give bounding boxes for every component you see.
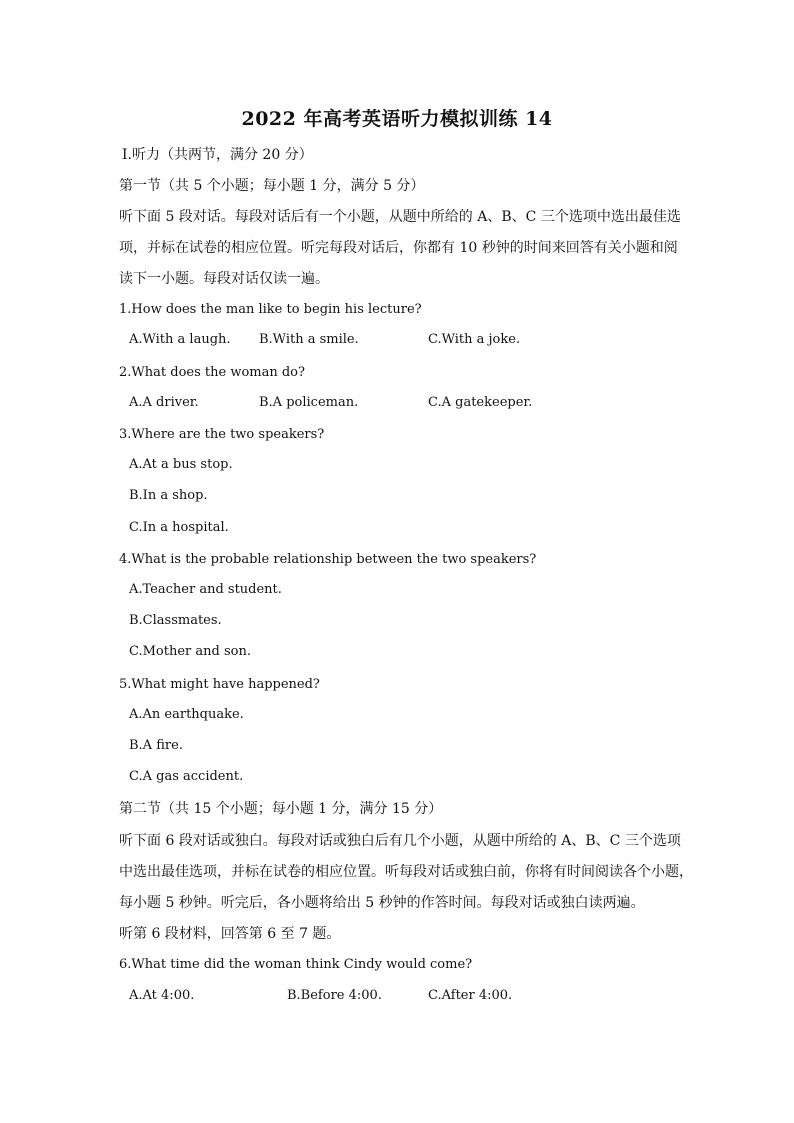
section1-intro-line: 听下面 5 段对话。每段对话后有一个小题，从题中所给的 A、B、C 三个选项中选出最佳选 xyxy=(119,209,681,225)
section2-intro-line: 每小题 5 秒钟。听完后，各小题将给出 5 秒钟的作答时间。每段对话或独白读两遍。 xyxy=(119,895,645,911)
part-heading: Ⅰ.听力（共两节，满分 20 分） xyxy=(122,147,313,163)
q3-option-b: B.In a shop. xyxy=(129,488,208,503)
question-1: 1.How does the man like to begin his lecture? xyxy=(119,302,422,317)
q3-option-c: C.In a hospital. xyxy=(129,520,229,535)
q5-option-b: B.A fire. xyxy=(129,738,183,753)
question-4: 4.What is the probable relationship between the two speakers? xyxy=(119,552,537,567)
q6-option-a: A.At 4:00. xyxy=(129,988,195,1003)
q2-option-b: B.A policeman. xyxy=(259,395,359,410)
question-5: 5.What might have happened? xyxy=(119,677,320,692)
question-6: 6.What time did the woman think Cindy would come? xyxy=(119,957,473,972)
q4-option-a: A.Teacher and student. xyxy=(129,582,282,597)
q5-option-a: A.An earthquake. xyxy=(129,707,244,722)
q4-option-c: C.Mother and son. xyxy=(129,644,251,659)
material-instruction: 听第 6 段材料，回答第 6 至 7 题。 xyxy=(119,926,341,942)
section2-intro-line: 听下面 6 段对话或独白。每段对话或独白后有几个小题，从题中所给的 A、B、C 三个选项 xyxy=(119,833,681,849)
q1-option-c: C.With a joke. xyxy=(428,332,521,347)
section2-intro-line: 中选出最佳选项，并标在试卷的相应位置。听每段对话或独白前，你将有时间阅读各个小题， xyxy=(119,864,693,880)
q6-option-c: C.After 4:00. xyxy=(428,988,513,1003)
section1-intro-line: 项，并标在试卷的相应位置。听完每段对话后，你都有 10 秒钟的时间来回答有关小题和阅 xyxy=(119,240,678,256)
q1-option-b: B.With a smile. xyxy=(259,332,359,347)
question-2: 2.What does the woman do? xyxy=(119,365,305,380)
q2-option-c: C.A gatekeeper. xyxy=(428,395,533,410)
section1-heading: 第一节（共 5 个小题；每小题 1 分，满分 5 分） xyxy=(119,178,425,194)
q6-option-b: B.Before 4:00. xyxy=(287,988,382,1003)
q3-option-a: A.At a bus stop. xyxy=(129,457,233,472)
q1-option-a: A.With a laugh. xyxy=(129,332,231,347)
section2-heading: 第二节（共 15 个小题；每小题 1 分，满分 15 分） xyxy=(119,801,443,817)
q5-option-c: C.A gas accident. xyxy=(129,769,244,784)
section1-intro-line: 读下一小题。每段对话仅读一遍。 xyxy=(119,271,329,287)
q4-option-b: B.Classmates. xyxy=(129,613,222,628)
page-title: 2022 年高考英语听力模拟训练 14 xyxy=(241,108,553,130)
question-3: 3.Where are the two speakers? xyxy=(119,427,325,442)
q2-option-a: A.A driver. xyxy=(129,395,199,410)
